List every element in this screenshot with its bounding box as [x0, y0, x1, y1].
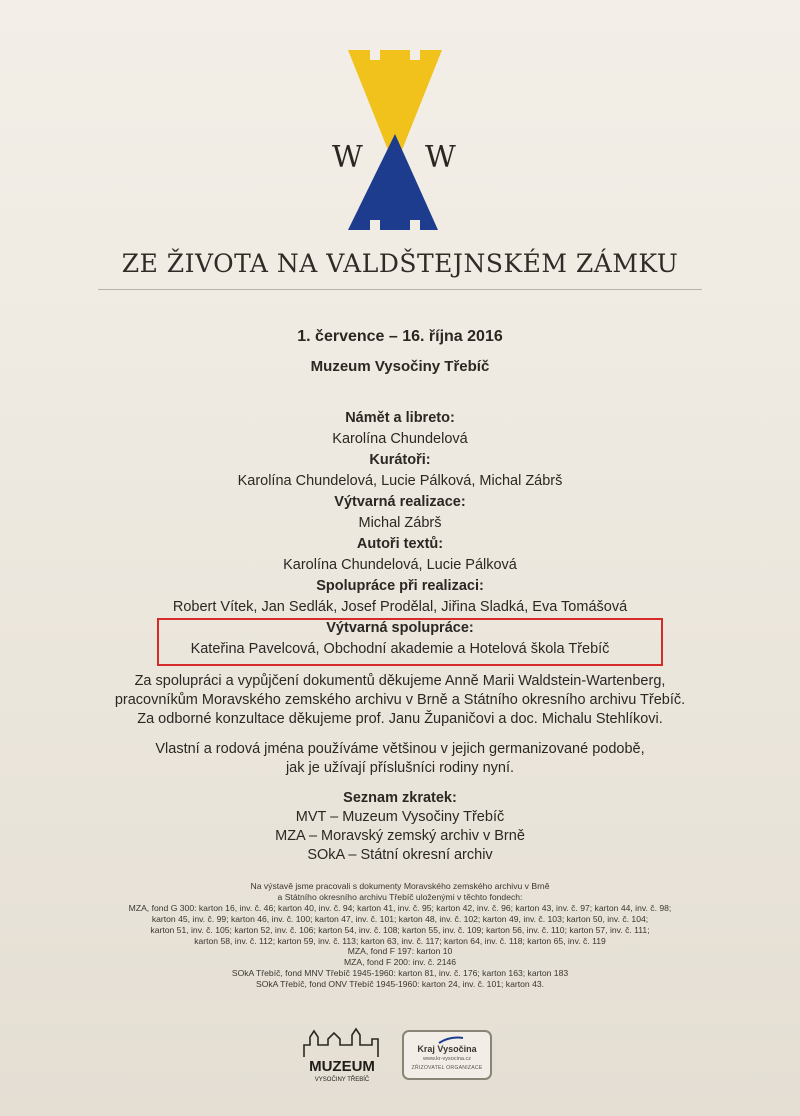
credit-block [0, 576, 800, 618]
credit-heading: Autoři textů: [356, 536, 444, 552]
museum-vysociny-logo [298, 1023, 386, 1087]
kraj-logo-url: www.kr-vysocina.cz [423, 1056, 471, 1062]
credit-names: Karolína Chundelová, Lucie Pálková [283, 557, 517, 573]
abbreviation-item: MZA – Moravský zemský archiv v Brně [275, 828, 525, 844]
acknowledgements [0, 672, 800, 729]
castle-silhouette-icon [304, 1029, 378, 1057]
source-line: karton 58, inv. č. 112; karton 59, inv. č. 113; karton 63, inv. č. 117; karton 64, inv. č. 118; karton 65, inv. č. 119 [194, 935, 606, 946]
source-line: karton 51, inv. č. 105; karton 52, inv. č. 106; karton 54, inv. č. 108; karton 55, inv. č. 109; karton 56, inv. č. 110; karton 57, inv. č. 111; [150, 924, 650, 935]
waldstein-logo [330, 42, 460, 237]
source-line: a Státního okresního archivu Třebíč uloženými v těchto fondech: [277, 891, 523, 902]
abbreviations-heading: Seznam zkratek: [343, 790, 457, 806]
source-line: karton 45, inv. č. 99; karton 46, inv. č. 100; karton 47, inv. č. 101; karton 48, inv. č. 102; karton 49, inv. č. 103; karton 50, inv. č. 104; [151, 913, 649, 924]
kraj-logo-name: Kraj Vysočina [417, 1044, 477, 1054]
source-line: MZA, fond F 197: karton 10 [347, 946, 453, 957]
museum-logo-sub: VYSOČINY TŘEBÍČ [314, 1077, 370, 1083]
credit-names: Karolína Chundelová [332, 431, 468, 447]
red-highlight-box [157, 618, 663, 666]
exhibition-title: ZE ŽIVOTA NA VALDŠTEJNSKÉM ZÁMKU [121, 249, 679, 278]
logo-letter-right: W [425, 140, 456, 175]
archive-sources [0, 881, 800, 990]
source-line: SOkA Třebíč, fond MNV Třebíč 1945-1960: karton 81, inv. č. 176; karton 163; karton 183 [231, 968, 569, 979]
kraj-logo-role: ZŘIZOVATEL ORGANIZACE [411, 1065, 483, 1071]
credit-heading: Spolupráce při realizaci: [316, 578, 484, 594]
names-note [0, 740, 800, 778]
names-note-line: jak je užívají příslušníci rodiny nyní. [285, 760, 515, 776]
exhibition-dates: 1. července – 16. října 2016 [297, 328, 503, 345]
credit-names: Kateřina Pavelcová, Obchodní akademie a Hotelová škola Třebíč [190, 641, 610, 657]
credit-block [0, 534, 800, 576]
exhibition-venue: Muzeum Vysočiny Třebíč [310, 358, 490, 375]
names-note-line: Vlastní a rodová jména používáme většinou v jejich germanizované podobě, [155, 741, 645, 757]
kraj-vysocina-logo [402, 1030, 492, 1080]
credit-names: Robert Vítek, Jan Sedlák, Josef Prodělal, Jiřina Sladká, Eva Tomášová [172, 599, 628, 615]
source-line: Na výstavě jsme pracovali s dokumenty Moravského zemského archivu v Brně [250, 881, 550, 891]
credit-heading: Výtvarná spolupráce: [326, 620, 474, 636]
museum-logo-name: MUZEUM [309, 1058, 375, 1075]
credit-block [0, 408, 800, 450]
source-line: MZA, fond F 200: inv. č. 2146 [343, 957, 457, 968]
logo-letter-left: W [332, 140, 363, 175]
abbreviation-item: SOkA – Státní okresní archiv [307, 847, 493, 863]
abbreviation-item: MVT – Muzeum Vysočiny Třebíč [295, 809, 505, 825]
credit-block [0, 492, 800, 534]
credit-heading: Kurátoři: [369, 452, 431, 468]
source-line: MZA, fond G 300: karton 16, inv. č. 46; karton 40, inv. č. 94; karton 41, inv. č. 95; karton 42, inv. č. 96; karton 43, inv. č. 97; karton 44, inv. č. 98; [128, 902, 672, 913]
source-line: SOkA Třebíč, fond ONV Třebíč 1945-1960: karton 24, inv. č. 101; karton 43. [255, 979, 545, 990]
thanks-line: Za spolupráci a vypůjčení dokumentů děkujeme Anně Marii Waldstein-Wartenberg, [134, 673, 666, 689]
credit-names: Karolína Chundelová, Lucie Pálková, Michal Zábrš [237, 473, 563, 489]
title-divider [98, 289, 702, 290]
credit-block [0, 450, 800, 492]
abbreviations-list [0, 789, 800, 865]
swoosh-icon [438, 1036, 464, 1044]
credit-heading: Výtvarná realizace: [334, 494, 466, 510]
thanks-line: pracovníkům Moravského zemského archivu v Brně a Státního okresního archivu Třebíč. [114, 692, 686, 708]
credit-names: Michal Zábrš [358, 515, 442, 531]
credit-heading: Námět a libreto: [345, 410, 455, 426]
thanks-line: Za odborné konzultace děkujeme prof. Janu Županičovi a doc. Michalu Stehlíkovi. [137, 711, 663, 727]
